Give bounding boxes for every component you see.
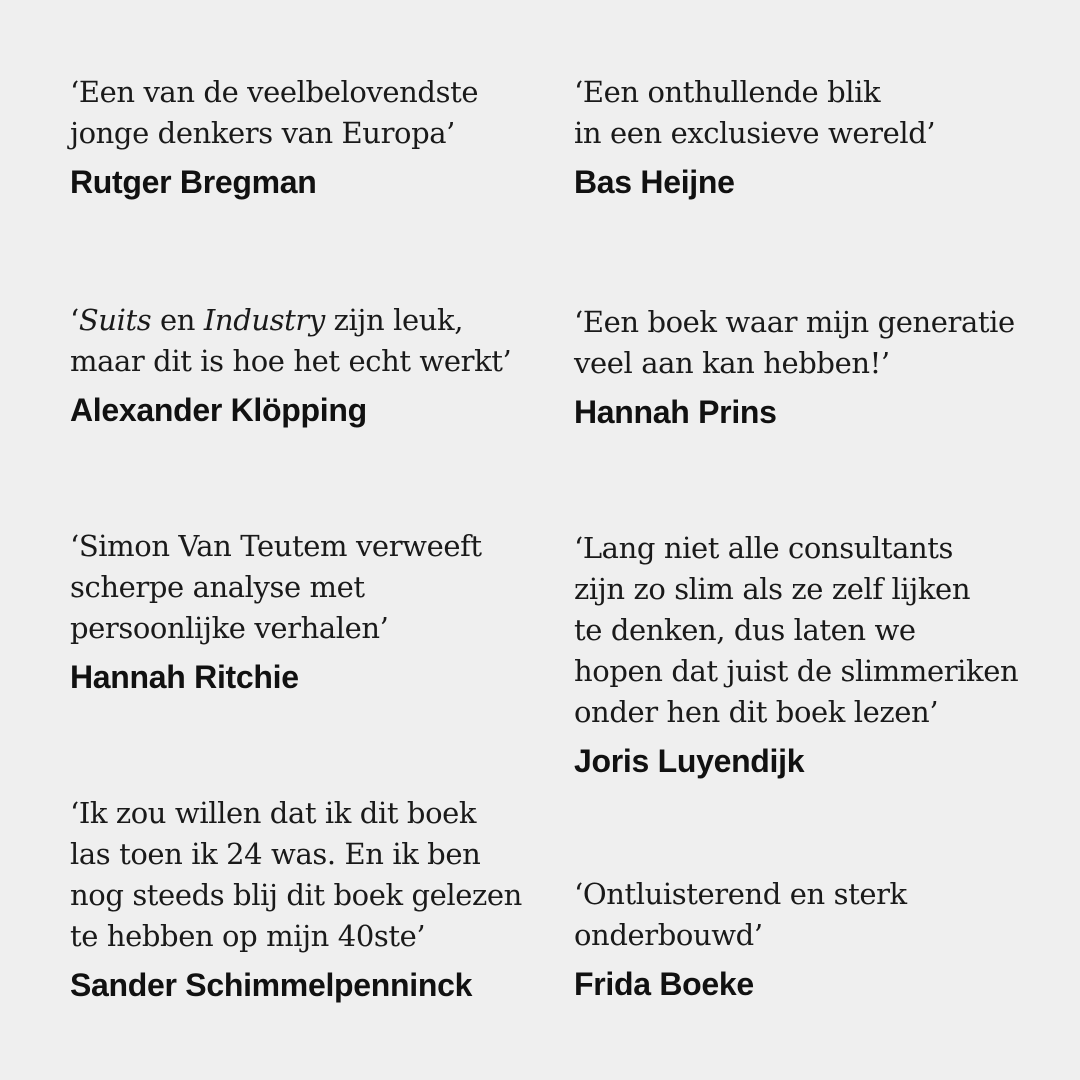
quote-line: onderbouwd’ [574,918,763,952]
blurb-quote [574,302,1044,384]
blurb-author: Hannah Prins [574,394,777,430]
blurb-quote [70,793,540,957]
quote-line: nog steeds blij dit boek gelezen [70,878,522,912]
blurb-frida-boeke [574,874,1044,1004]
quote-line: maar dit is hoe het echt werkt’ [70,344,512,378]
blurb-alexander-klopping [70,300,540,430]
quote-line: ‘Ontluisterend en sterk [574,877,907,911]
blurb-author: Sander Schimmelpenninck [70,967,473,1003]
quote-line: te denken, dus laten we [574,613,916,647]
blurb-rutger-bregman [70,72,540,202]
quote-line: jonge denkers van Europa’ [70,116,455,150]
quote-line: te hebben op mijn 40ste’ [70,919,426,953]
quote-text: zijn leuk, [324,303,464,337]
blurb-author: Frida Boeke [574,966,754,1002]
quote-text: en [151,303,204,337]
quote-line: persoonlijke verhalen’ [70,611,389,645]
quote-line: ‘Simon Van Teutem verweeft [70,529,482,563]
quote-title-suits: Suits [78,303,152,337]
blurb-quote [574,72,1044,154]
blurb-bas-heijne [574,72,1044,202]
quote-line: ‘Lang niet alle consultants [574,531,954,565]
quote-line [70,300,540,341]
blurb-author: Rutger Bregman [70,164,317,200]
quote-line: ‘Een onthullende blik [574,75,881,109]
quote-line: veel aan kan hebben!’ [574,346,890,380]
blurb-author: Bas Heijne [574,164,735,200]
blurb-quote [70,300,540,382]
blurb-author: Hannah Ritchie [70,659,299,695]
blurb-author: Alexander Klöpping [70,392,367,428]
blurb-quote [574,874,1044,956]
quote-line: ‘Een van de veelbelovendste [70,75,479,109]
blurb-quote [70,72,540,154]
blurb-hannah-prins [574,302,1044,432]
quote-line: hopen dat juist de slimmeriken [574,654,1019,688]
quote-line: ‘Een boek waar mijn generatie [574,305,1015,339]
blurb-quote [574,528,1044,733]
quote-line: scherpe analyse met [70,570,365,604]
blurb-quote [70,526,540,649]
quote-open-mark: ‘ [70,303,79,337]
quote-line: in een exclusieve wereld’ [574,116,936,150]
quote-line: las toen ik 24 was. En ik ben [70,837,481,871]
quote-line: zijn zo slim als ze zelf lijken [574,572,971,606]
quote-line: onder hen dit boek lezen’ [574,695,939,729]
quote-line: ‘Ik zou willen dat ik dit boek [70,796,477,830]
blurb-hannah-ritchie [70,526,540,697]
blurb-joris-luyendijk [574,528,1044,781]
blurb-sander-schimmelpenninck [70,793,540,1005]
quote-title-industry: Industry [203,303,325,337]
blurb-author: Joris Luyendijk [574,743,805,779]
